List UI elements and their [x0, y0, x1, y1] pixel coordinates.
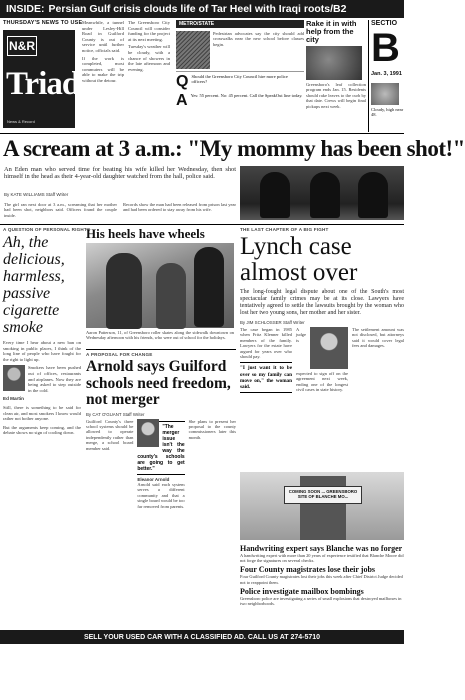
issue-date: Jan. 3, 1991 — [371, 71, 402, 77]
brief-body: Greensboro police are investigating a series of small explosions that destroyed mailboxes in two neighborhoods. — [240, 595, 402, 607]
metro-body: Pedestrian advocates say the city should add crosswalks near the new school before classes begin. — [213, 31, 304, 47]
rake-body: Greensboro's leaf collection program ends Jan. 15. Residents should rake leaves to the curb by that date. Crews will begin final pickups next week. — [306, 82, 366, 109]
question-letter: Q — [176, 73, 189, 90]
arnold-pull-quote: "The merger issue isn't the way the county's schools are going to get better." — [137, 421, 184, 475]
lead-photo-figure — [260, 172, 290, 218]
heels-headline[interactable]: His heels have wheels — [86, 226, 205, 241]
cigarette-kicker: A QUESTION OF PERSONAL RIGHTS — [3, 227, 91, 232]
cigarette-para: Every time I hear about a new ban on smoking in public places, I think of the long line of people who have fought for the right to light up. — [3, 340, 81, 362]
lynch-headline[interactable]: Lynch case almost over — [240, 233, 358, 286]
rake-story[interactable] — [306, 20, 366, 130]
lynch-col-2 — [296, 327, 348, 477]
brief-item[interactable] — [240, 544, 404, 563]
divider-top — [0, 133, 404, 134]
sign-board: COMING SOON ... GREENSBORO SITE OF BLANCHE MO... — [284, 486, 362, 504]
logo-word: Triad — [6, 66, 80, 102]
heels-caption: Aaron Patterson, 11, of Greensboro roller skates along the sidewalk downtown on Wednesday afternoon with his friends, who were out of school for the holidays. — [86, 330, 234, 341]
lead-photo-figure — [310, 172, 340, 218]
arnold-text: Arnold said each system serves a different community and that a single board would be too far removed from parents. — [137, 481, 185, 509]
logo-sub: News & Record — [7, 119, 35, 124]
cigarette-body — [3, 340, 81, 700]
inside-banner[interactable] — [0, 0, 404, 18]
arnold-pull-name: Eleanor Arnold — [137, 476, 170, 482]
cigarette-headline[interactable]: Ah, the delicious, harmless, passive cigarette smoke — [3, 234, 65, 336]
lead-photo-figure — [358, 172, 388, 218]
brief-title[interactable]: Handwriting expert says Blanche was no forger — [240, 544, 403, 553]
columnist-name: Ed Martin — [3, 396, 24, 402]
lynch-kicker: THE LAST CHAPTER OF A BIG FIGHT — [240, 227, 329, 232]
heels-photo-feature[interactable] — [86, 227, 234, 347]
arnold-kicker: A PROPOSAL FOR CHANGE — [86, 352, 153, 357]
masthead-brief-1: Meanwhile, a tunnel under Lesley-Hill Road in Guilford County is out of service until further notice, officials said. — [82, 20, 124, 53]
sign-photo — [240, 472, 404, 540]
section-letter: B — [371, 26, 400, 70]
divider-mid — [0, 224, 404, 225]
arnold-col-2 — [137, 419, 184, 579]
lynch-pull-quote: "I just want it to be over so my family can move on," the woman said. — [240, 362, 292, 393]
rake-photo — [306, 46, 362, 80]
skater-figure — [106, 253, 142, 329]
heels-photo — [86, 243, 234, 328]
question-text: Should the Greensboro City Council hire more police officers? — [191, 74, 288, 85]
speakout-question — [176, 71, 304, 90]
skater-figure — [156, 263, 186, 329]
lynch-text: A judge is expected to sign off on the agreement next week, ending one of the longest civil cases in state history. — [296, 327, 348, 393]
cigarette-column[interactable] — [3, 227, 91, 621]
metro-photo — [176, 31, 210, 69]
arnold-byline: By CAT O'GUANT Staff Writer — [86, 411, 145, 417]
triad-logo[interactable] — [3, 30, 80, 128]
masthead-left — [3, 20, 83, 132]
metro-state-box — [176, 20, 304, 130]
todays-news-label: THURSDAY'S NEWS TO USE — [3, 20, 83, 26]
arnold-body — [86, 419, 236, 579]
classified-ad-banner[interactable]: SELL YOUR USED CAR WITH A CLASSIFIED AD. CALL US AT 274-5710 — [0, 630, 404, 644]
lead-photo — [240, 166, 404, 220]
cigarette-para: Smokers have been pushed out of offices, restaurants and airplanes. Now they are being asked to step outside in the cold. — [28, 365, 81, 393]
lynch-photo — [310, 327, 348, 369]
brief-title[interactable]: Police investigate mailbox bombings — [240, 586, 364, 596]
weather-text: Cloudy, high near 48. — [371, 107, 404, 118]
metro-header: METRO/STATE — [176, 20, 304, 28]
answer-text: Yes: 55 percent. No: 45 percent. Call the SpeakOut line today. — [190, 93, 303, 98]
divider-arnold — [86, 349, 236, 350]
lead-body — [4, 202, 236, 222]
answer-letter: A — [176, 92, 188, 109]
arnold-story[interactable] — [86, 352, 236, 558]
masthead-brief-2: If the work is completed, most commuters will be able to make the trip without the detour. — [82, 55, 124, 83]
nr-badge: N&R — [7, 36, 37, 56]
arnold-col-3: She plans to present her proposal to the county commissioners later this month. — [188, 418, 236, 440]
rake-headline[interactable]: Rake it in with help from the city — [306, 19, 357, 44]
section-box — [368, 20, 404, 132]
masthead-brief-3: The Greensboro City Council will consider funding for the project at its next meeting. — [128, 20, 170, 42]
brief-body: A handwriting expert with more than 20 years of experience testified that Blanche Moore did not forge the signatures on several checks. — [240, 553, 404, 564]
speakout-answer — [176, 93, 304, 109]
lead-col-2: Records show the man had been released from prison last year and had been ordered to stay away from his wife. — [123, 202, 236, 213]
lead-headline[interactable]: A scream at 3 a.m.: "My mommy has been shot!" — [3, 136, 465, 161]
section-word: SECTIO — [371, 20, 398, 27]
news-briefs — [240, 543, 404, 627]
lead-col-1: The girl ran next door at 3 a.m., screaming that her mother had been shot, neighbors said. Officers found the couple inside. — [4, 202, 117, 218]
arnold-photo — [137, 419, 159, 447]
arnold-headline[interactable]: Arnold says Guilford schools need freedom, not merger — [86, 358, 231, 408]
lynch-deck: The long-fought legal dispute about one of the South's most spectacular family crimes may be at its close. Lawyers have tentatively agreed to settle the lawsuits brought by the woman who lost her two young sons, her mother and her sister. — [240, 289, 404, 316]
brief-title[interactable]: Four County magistrates lose their jobs — [240, 565, 376, 575]
brief-item[interactable] — [240, 565, 404, 584]
lynch-col-3: The settlement amount was not disclosed, but attorneys said it would cover legal fees and damages. — [352, 327, 404, 349]
columnist-photo — [3, 365, 25, 391]
inside-headline[interactable]: Persian Gulf crisis clouds life of Tar Heel with Iraqi roots/B2 — [48, 3, 347, 15]
lead-deck: An Eden man who served time for beating his wife killed her Wednesday, then shot himself in the head as their 4-year-old daughter watched from the hall, police said. — [4, 166, 236, 181]
lead-byline: By KATE WILLIAMS Staff Writer — [4, 192, 69, 197]
lynch-text: The case began in 1985 when Fritz Klenner killed members of the family. Lawyers for the estate have argued for years over who should pay. — [240, 327, 292, 360]
lynch-byline: By JIM SCHLOSSER Staff Writer — [240, 320, 305, 325]
cigarette-para: But the arguments keep coming, and the debate shows no sign of cooling down. — [3, 424, 81, 436]
lynch-body — [240, 327, 404, 477]
weather-icon — [371, 83, 399, 105]
inside-label: INSIDE: — [6, 3, 45, 15]
lynch-col-1 — [240, 327, 292, 477]
brief-body: Four Guilford County magistrates lost their jobs this week after Chief District Judge decided not to reappoint them. — [240, 574, 403, 585]
masthead-text-col-1 — [82, 20, 124, 128]
cigarette-para: Still, there is something to be said for clean air, and most smokers I know would rather not bother anyone. — [3, 404, 81, 422]
masthead-brief-4: Tuesday's weather will be cloudy, with a chance of showers in the late afternoon and evening. — [128, 44, 170, 72]
skater-figure — [194, 247, 224, 327]
lynch-story[interactable] — [240, 227, 404, 467]
arnold-col-1: Guilford County's three school systems should be allowed to operate independently rather than merge, a school board member said. — [86, 418, 134, 451]
masthead — [0, 20, 404, 132]
brief-item[interactable] — [240, 587, 404, 606]
masthead-text-col-2 — [128, 20, 170, 128]
